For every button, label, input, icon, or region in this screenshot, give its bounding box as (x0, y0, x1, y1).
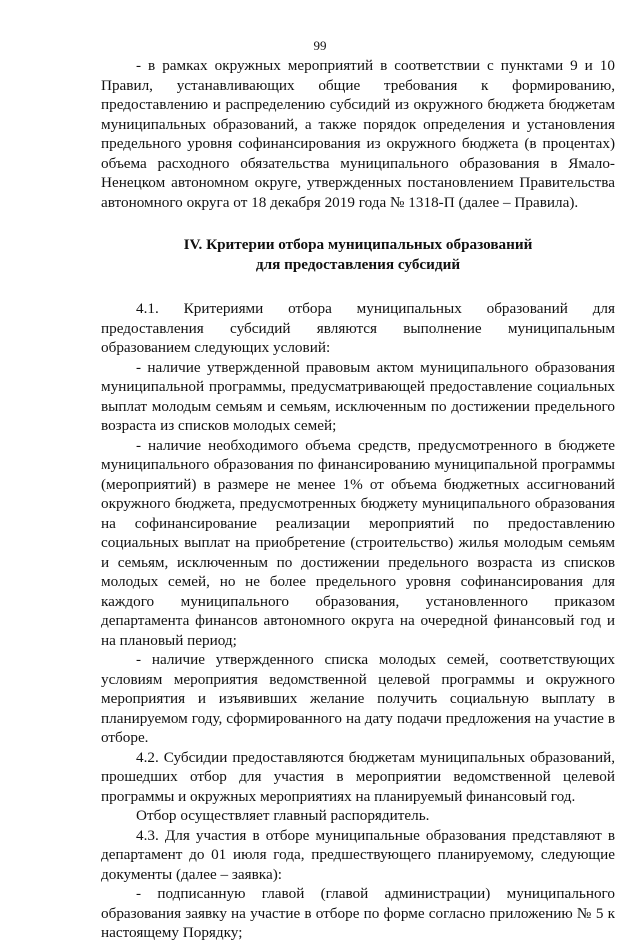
document-body (101, 56, 615, 943)
paragraph-4-3: 4.3. Для участия в отборе муниципальные образования представляют в департамент до 01 июля года, предшествующего планируемому, следующие документы (далее – заявка): (101, 826, 615, 883)
paragraph-selection-authority: Отбор осуществляет главный распорядитель. (136, 807, 430, 824)
section-heading-line-1: IV. Критерии отбора муниципальных образований (183, 236, 533, 253)
paragraph-condition-program: - наличие утвержденной правовым актом муниципального образования муниципальной программы, предусматривающей предоставление социальных выплат молодым семьям и семьям, исключенным по достижении предельного возраста из списков молодых семей; (101, 358, 615, 434)
paragraph-condition-funds: - наличие необходимого объема средств, предусмотренного в бюджете муниципального образования по финансированию муниципальной программы (мероприятий) в размере не менее 1% от объема бюджетных ассигнований окружного бюджета, предусмотренных бюджету муниципального образования на софинансирование реализации мероприятий по предоставлению социальных выплат на приобретение (строительство) жилья молодым семьям и семьям, исключенным по достижении предельного возраста из списков молодых семей, но не более предельного уровня софинансирования для каждого муниципального образования, установленного приказом департамента финансов автономного округа на очередной финансовый год и на плановый период; (101, 436, 615, 649)
paragraph-application-item: - подписанную главой (главой администрации) муниципального образования заявку на участие в отборе по форме согласно приложению № 5 к настоящему Порядку; (101, 885, 615, 941)
section-heading (101, 235, 615, 274)
paragraph-4-2: 4.2. Субсидии предоставляются бюджетам муниципальных образований, прошедших отбор для участия в мероприятии ведомственной целевой программы и окружных мероприятиях на планируемый финансовый год. (101, 748, 615, 805)
paragraph-4-1: 4.1. Критериями отбора муниципальных образований для предоставления субсидий являются выполнение муниципальным образованием следующих условий: (101, 300, 615, 356)
paragraph-condition-list: - наличие утвержденного списка молодых семей, соответствующих условиям мероприятия ведомственной целевой программы и окружного мероприятия и изъявивших желание получить социальную выплату в планируемом году, сформированного на дату подачи предложения на участие в отборе. (101, 651, 615, 746)
paragraph-intro: - в рамках окружных мероприятий в соответствии с пунктами 9 и 10 Правил, устанавливающих общие требования к формированию, предоставлению и распределению субсидий из окружного бюджета бюджетам муниципальных образований, а также порядок определения и установления предельного уровня софинансирования из окружного бюджета (в процентах) объема расходного обязательства муниципального образования в Ямало-Ненецком автономном округе, утвержденных постановлением Правительства автономного округа от 18 декабря 2019 года № 1318-П (далее – Правила). (101, 57, 615, 211)
page-number: 99 (313, 38, 327, 53)
section-heading-line-2: для предоставления субсидий (255, 255, 461, 273)
